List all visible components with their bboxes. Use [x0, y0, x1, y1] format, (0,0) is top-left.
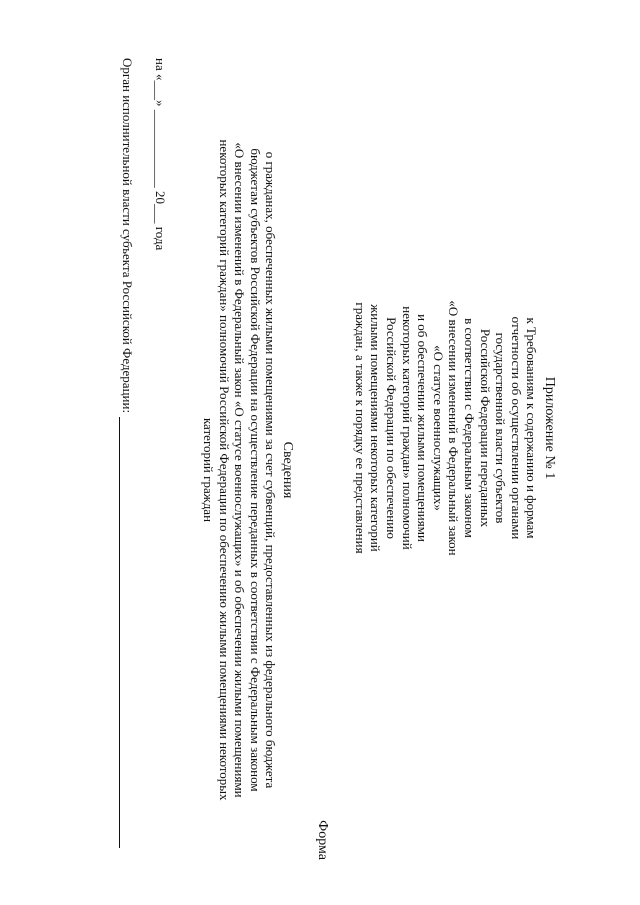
date-field[interactable]: на «___» ____________ 20___ года [153, 58, 168, 251]
report-heading [200, 90, 295, 850]
appendix-line: жилыми помещениями некоторых категорий [368, 304, 384, 552]
report-line: некоторых категорий граждан» полномочий Российской Федерации по обеспечению жилыми помещениями некоторых [216, 139, 232, 801]
appendix-line: к Требованиям к содержанию и формам [524, 317, 540, 539]
report-title: Сведения [280, 441, 295, 499]
appendix-line: «О статусе военнослужащих» [430, 345, 446, 511]
appendix-line: «О внесении изменений в Федеральный закон [446, 300, 462, 556]
organ-field-row [119, 58, 135, 848]
report-line: категорий граждан [201, 417, 217, 523]
appendix-line: отчетности об осуществлении органами [508, 316, 524, 540]
appendix-line: и об обеспечении жилыми помещениями [415, 314, 431, 542]
report-line: «О внесении изменений в Федеральный закон «О статусе военнослужащих» и об обеспечении жилыми помещениями [232, 142, 248, 798]
appendix-line: граждан, а также к порядку ее представления [352, 302, 368, 554]
appendix-line: Российской Федерации по обеспечению [384, 317, 400, 539]
appendix-line: Российской Федерации переданных [477, 328, 493, 528]
organ-input-line[interactable] [119, 417, 132, 848]
appendix-line: в соответствии с Федеральным законом [462, 318, 478, 538]
report-line: бюджетам субъектов Российской Федерации на осуществление переданных в соответствии с Федеральным законом [247, 148, 263, 792]
form-label: Форма [315, 820, 330, 860]
appendix-line: государственной власти субъектов [493, 332, 509, 524]
organ-label: Орган исполнительной власти субъекта Российской Федерации: [120, 58, 135, 414]
report-line: о гражданах, обеспеченных жилыми помещениями за счет субвенций, предоставленных из федерального бюджета [263, 151, 279, 789]
appendix-line: некоторых категорий граждан» полномочий [399, 306, 415, 550]
appendix-header [352, 278, 557, 578]
appendix-title: Приложение № 1 [542, 376, 557, 480]
